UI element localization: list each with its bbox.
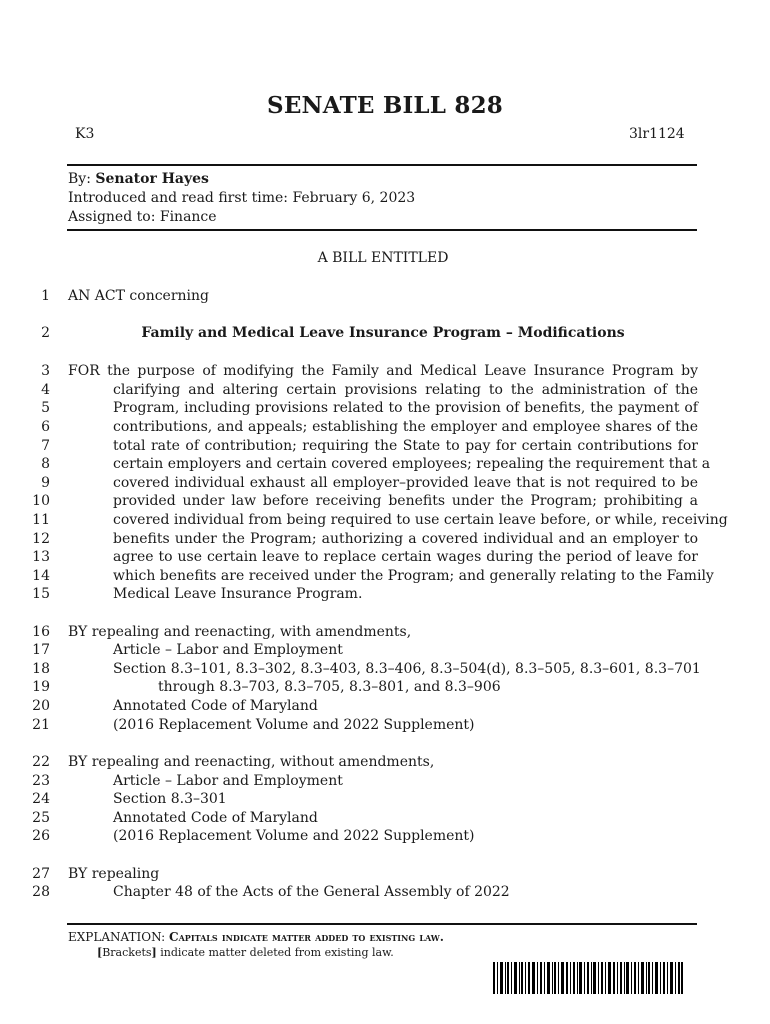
bill-code: K3 <box>75 126 95 142</box>
line-text: BY repealing and reenacting, without amendments, <box>68 754 435 770</box>
footer-rule <box>67 923 697 925</box>
bill-subject-heading: Family and Medical Leave Insurance Program – Modifications <box>141 325 625 341</box>
line-text: Program, including provisions related to the provision of benefits, the payment of <box>113 400 698 416</box>
line-text: contributions, and appeals; establishing the employer and employee shares of the <box>113 419 698 435</box>
line-text: which benefits are received under the Program; and generally relating to the Family <box>113 568 714 584</box>
bill-line <box>0 585 770 604</box>
bracket-close: ] <box>151 946 157 959</box>
line-number: 7 <box>41 438 50 454</box>
line-number: 22 <box>32 754 50 770</box>
line-text: agree to use certain leave to replace certain wages during the period of leave for <box>113 549 698 565</box>
line-text: AN ACT concerning <box>68 288 209 304</box>
line-text: Article – Labor and Employment <box>113 642 343 658</box>
bill-line <box>0 697 770 716</box>
sponsor-block <box>68 170 415 227</box>
bill-line <box>0 790 770 809</box>
line-text: covered individual exhaust all employer–provided leave that is not required to be <box>113 475 698 491</box>
header-rule-bottom <box>67 229 697 231</box>
line-number: 20 <box>32 698 50 714</box>
line-text: Section 8.3–301 <box>113 791 227 807</box>
bill-line <box>0 865 770 884</box>
line-text: BY repealing and reenacting, with amendments, <box>68 624 412 640</box>
sponsor-name: Senator Hayes <box>95 171 209 187</box>
bill-line <box>0 567 770 586</box>
line-number: 9 <box>41 475 50 491</box>
bill-line <box>0 362 770 381</box>
line-number: 2 <box>41 325 50 341</box>
line-number: 12 <box>32 531 50 547</box>
explanation-label: EXPLANATION: <box>68 930 166 944</box>
line-number: 1 <box>41 288 50 304</box>
line-number: 10 <box>32 493 50 509</box>
bill-line <box>0 474 770 493</box>
bill-line <box>0 511 770 530</box>
line-number: 27 <box>32 866 50 882</box>
bill-title: SENATE BILL 828 <box>267 92 503 119</box>
line-number: 19 <box>32 679 50 695</box>
line-text: Annotated Code of Maryland <box>113 698 318 714</box>
line-number: 25 <box>32 810 50 826</box>
bill-line <box>0 660 770 679</box>
line-text: FOR the purpose of modifying the Family and Medical Leave Insurance Program by <box>68 363 698 379</box>
bill-line <box>0 399 770 418</box>
by-label: By: <box>68 171 91 187</box>
line-text: (2016 Replacement Volume and 2022 Supplement) <box>113 828 475 844</box>
line-number: 26 <box>32 828 50 844</box>
line-number: 6 <box>41 419 50 435</box>
line-number: 16 <box>32 624 50 640</box>
line-text: covered individual from being required to use certain leave before, or while, receiving <box>113 512 728 528</box>
brackets-note <box>97 946 394 959</box>
line-text: Medical Leave Insurance Program. <box>113 586 363 602</box>
bracket-open: [ <box>97 946 103 959</box>
line-number: 17 <box>32 642 50 658</box>
introduced-line: Introduced and read first time: February 6, 2023 <box>68 190 416 206</box>
bill-line <box>0 641 770 660</box>
bill-line <box>0 530 770 549</box>
line-text: clarifying and altering certain provisions relating to the administration of the <box>113 382 698 398</box>
brackets-rest: indicate matter deleted from existing law. <box>156 946 394 959</box>
line-number: 13 <box>32 549 50 565</box>
bill-line <box>0 324 770 343</box>
bill-line <box>0 623 770 642</box>
line-text: through 8.3–703, 8.3–705, 8.3–801, and 8.3–906 <box>158 679 501 695</box>
line-number: 11 <box>32 512 50 528</box>
bill-line <box>0 809 770 828</box>
line-number: 3 <box>41 363 50 379</box>
bill-line <box>0 455 770 474</box>
bill-line <box>0 548 770 567</box>
line-number: 24 <box>32 791 50 807</box>
bill-line <box>0 287 770 306</box>
bill-line <box>0 753 770 772</box>
line-text: Article – Labor and Employment <box>113 773 343 789</box>
bill-line <box>0 678 770 697</box>
line-text: provided under law before receiving benefits under the Program; prohibiting a <box>113 493 698 509</box>
line-text: BY repealing <box>68 866 160 882</box>
assigned-line: Assigned to: Finance <box>68 209 217 225</box>
barcode-icon <box>493 962 683 994</box>
bill-line <box>0 772 770 791</box>
bill-line <box>0 827 770 846</box>
line-number: 5 <box>41 400 50 416</box>
bill-entitled: A BILL ENTITLED <box>317 250 449 266</box>
explanation-note <box>68 930 444 944</box>
line-number: 18 <box>32 661 50 677</box>
bill-line <box>0 492 770 511</box>
explanation-caps: Capitals indicate matter added to existing law. <box>169 930 444 944</box>
brackets-word: Brackets <box>102 946 152 959</box>
line-number: 8 <box>41 456 50 472</box>
sponsor-line <box>68 170 415 189</box>
bill-line <box>0 716 770 735</box>
line-text: total rate of contribution; requiring the State to pay for certain contributions for <box>113 438 698 454</box>
bill-line <box>0 437 770 456</box>
bill-line <box>0 381 770 400</box>
line-number: 28 <box>32 884 50 900</box>
line-text: Annotated Code of Maryland <box>113 810 318 826</box>
line-text: Chapter 48 of the Acts of the General Assembly of 2022 <box>113 884 510 900</box>
header-rule-top <box>67 164 697 166</box>
line-number: 14 <box>32 568 50 584</box>
line-number: 23 <box>32 773 50 789</box>
line-text: benefits under the Program; authorizing a covered individual and an employer to <box>113 531 698 547</box>
bill-line <box>0 418 770 437</box>
line-text: Section 8.3–101, 8.3–302, 8.3–403, 8.3–406, 8.3–504(d), 8.3–505, 8.3–601, 8.3–701 <box>113 661 701 677</box>
draft-number: 3lr1124 <box>629 126 685 142</box>
line-text: certain employers and certain covered employees; repealing the requirement that a <box>113 456 711 472</box>
line-number: 4 <box>41 382 50 398</box>
line-number: 15 <box>32 586 50 602</box>
line-text: (2016 Replacement Volume and 2022 Supplement) <box>113 717 475 733</box>
line-number: 21 <box>32 717 50 733</box>
bill-line <box>0 883 770 902</box>
